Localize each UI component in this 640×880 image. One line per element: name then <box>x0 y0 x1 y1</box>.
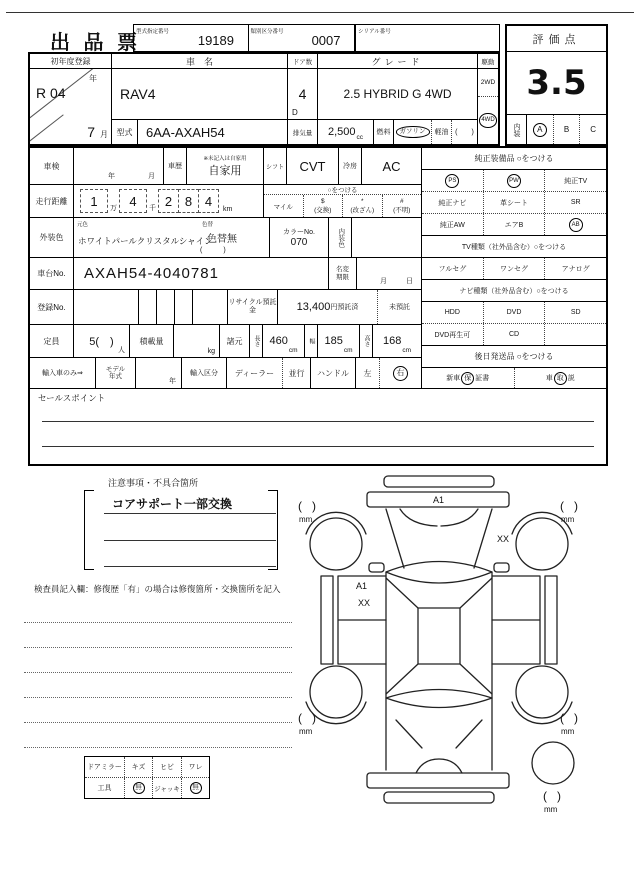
type-designation-value: 19189 <box>197 33 234 48</box>
import-parallel: 並行 <box>283 358 311 388</box>
mark-right-front: XX <box>497 534 510 544</box>
equip-ps: PS <box>422 170 484 191</box>
orig-color-label: 元色 <box>77 222 89 228</box>
mileage-flags <box>264 185 421 217</box>
navi-type-header: ナビ種類（社外品含む）○をつける <box>422 280 606 302</box>
interior-color-value <box>352 218 421 257</box>
length-cell: 460 cm <box>263 325 305 357</box>
registration-blank <box>74 290 139 324</box>
mark-front-bumper: A1 <box>433 495 445 505</box>
interior-grade-b: B <box>554 115 581 144</box>
displacement-unit: cc <box>356 134 364 141</box>
sales-point-line-1 <box>42 421 594 422</box>
first-reg-diagonal-2 <box>30 114 64 144</box>
drive-4wd-circled: 4WD <box>479 113 496 128</box>
doors-label: ドア数 <box>288 54 317 69</box>
capacity-unit: 人 <box>118 347 125 354</box>
inspector-line-4 <box>24 697 292 698</box>
tread-brackets <box>298 499 578 803</box>
handle-label: ハンドル <box>311 358 356 388</box>
interior-color-label-cell <box>329 218 352 257</box>
model-year-label-cell: モデル年式 <box>96 358 136 388</box>
mileage-unit: km <box>223 206 233 213</box>
notes-bracket-left <box>84 490 94 570</box>
handle-left: 左 <box>356 358 380 388</box>
mileage-label: 走行距離 <box>30 185 74 217</box>
mileage-d10k: 1 <box>80 189 108 213</box>
ac-label: 冷房 <box>339 148 362 184</box>
svg-text:): ) <box>574 711 578 725</box>
flag-unknown: # (不明) <box>393 198 411 214</box>
notes-underline-3 <box>104 566 276 567</box>
inspector-line-6 <box>24 747 292 748</box>
equipment-panel <box>421 148 606 388</box>
model-year-cell: 年 <box>136 358 182 388</box>
chassis-value: AXAH54-4040781 <box>74 258 329 289</box>
exterior-label: 外装色 <box>30 218 74 257</box>
score-label: 評価点 <box>507 26 606 52</box>
wheel-rear-left <box>310 666 362 718</box>
drive-4wd-cell <box>478 97 498 144</box>
tread-unit-bl: mm <box>299 727 313 736</box>
legend-tools-none: 無 <box>125 778 153 798</box>
mirror-right <box>494 563 509 572</box>
svg-text:(: ( <box>560 499 564 513</box>
legend-hibi: ヒビ <box>153 757 182 777</box>
mileage-circle-note: ○をつける <box>264 185 421 195</box>
repaint-label: 色替 <box>202 222 214 228</box>
score-box <box>505 24 608 146</box>
length-label-cell: 長さ <box>250 325 263 357</box>
recycle-suffix: 円預託済 <box>330 304 359 311</box>
drive-label: 駆動 <box>478 54 498 69</box>
interior-grade-c: C <box>590 125 597 134</box>
load-cell <box>174 325 220 357</box>
recycle-value-cell <box>278 290 378 324</box>
chassis-label: 車台No. <box>30 258 74 289</box>
hood-line-right <box>474 509 492 568</box>
import-class-label: 輸入区分 <box>182 358 227 388</box>
equip-navi: 純正ナビ <box>422 192 484 213</box>
grade-value: 2.5 HYBRID G 4WD <box>318 69 477 120</box>
ship-header: 後日発送品 ○をつける <box>422 346 606 368</box>
navi-dvd: DVD <box>484 302 546 323</box>
recycle-label-cell <box>228 290 278 324</box>
svg-text:): ) <box>312 711 316 725</box>
registration-cell-4 <box>193 290 228 324</box>
inspector-line-5 <box>24 722 292 723</box>
repaint-paren: ( ) <box>200 247 226 254</box>
displacement-value: 2,500 <box>327 126 356 138</box>
rear-slant-left <box>396 720 422 748</box>
doors-value: 4 <box>298 86 307 102</box>
orig-color-value: ホワイトパールクリスタルシャイン <box>78 236 213 246</box>
svg-text:): ) <box>574 499 578 513</box>
history-cell <box>187 148 264 184</box>
rear-bumper <box>367 773 509 788</box>
name-change-label-cell <box>329 258 357 289</box>
svg-text:): ) <box>557 789 561 803</box>
svg-text:): ) <box>312 499 316 513</box>
svg-text:(: ( <box>560 711 564 725</box>
recycle-label: リサイクル預託金 <box>228 298 277 314</box>
not-deposited: 未預託 <box>389 304 410 311</box>
sales-point-line-2 <box>42 446 594 447</box>
legend-kizu: キズ <box>125 757 153 777</box>
wiper-right <box>441 509 478 526</box>
mileage-u10k: 万 <box>110 205 117 212</box>
interior-grade-label: 内装 <box>507 115 527 144</box>
registration-cell-2 <box>157 290 175 324</box>
wheel-front-left <box>310 518 362 570</box>
shaken-month-suffix: 月 <box>148 173 155 180</box>
equip-ab: AB <box>545 214 606 235</box>
notes-header: 注意事項・不具合箇所 <box>108 478 199 488</box>
drive-2wd: 2WD <box>478 69 498 97</box>
load-unit: kg <box>207 348 215 355</box>
tv-fullseg: フルセグ <box>422 258 484 279</box>
equip-sr: SR <box>570 199 581 206</box>
legend-door-mirror: ドアミラー <box>85 757 125 777</box>
tread-unit-br: mm <box>561 727 575 736</box>
inspector-line-1 <box>24 622 292 623</box>
registration-cell-1 <box>139 290 157 324</box>
pillar-c-left <box>386 664 418 694</box>
tread-unit-tr: mm <box>561 515 575 524</box>
ship-manual: 車 取 説 <box>515 368 607 388</box>
length-value: 460 <box>269 335 288 347</box>
height-label-cell: 高さ <box>360 325 373 357</box>
tv-type-header: TV種類（社外品含む）○をつける <box>422 236 606 258</box>
spare-tire <box>532 742 574 784</box>
classification-value: 0007 <box>311 33 341 48</box>
right-rocker <box>545 576 557 664</box>
first-reg-cell <box>30 54 112 144</box>
mileage-d10: 8 <box>178 189 199 213</box>
drive-col <box>478 54 498 144</box>
car-name-label: 車 名 <box>112 54 287 69</box>
history-label: 車歴 <box>164 148 187 184</box>
car-damage-diagram <box>296 468 640 820</box>
equipment-header: 純正装備品 ○をつける <box>422 148 606 170</box>
mileage-d1: 4 <box>198 189 219 213</box>
grade-col <box>318 54 478 144</box>
width-value: 185 <box>324 335 343 347</box>
inspector-line-3 <box>24 672 292 673</box>
doors-cell <box>288 69 317 120</box>
type-designation-label: 型式指定番号 <box>136 29 170 35</box>
notes-bracket-right <box>268 490 278 570</box>
trunk-arc <box>416 759 462 773</box>
ship-warranty: 新車 保 証書 <box>422 368 515 388</box>
score-value: 3.5 <box>507 52 606 115</box>
vehicle-table <box>28 52 500 146</box>
wheel-front-right <box>516 518 568 570</box>
shaken-label: 車検 <box>30 148 74 184</box>
mileage-u1k: 千 <box>149 205 156 212</box>
history-value: 自家用 <box>208 165 242 177</box>
repaint-value: 色替無 <box>207 234 237 245</box>
import-dealer: ディーラー <box>227 358 283 388</box>
width-cell: 185 cm <box>318 325 360 357</box>
width-label-cell: 幅 <box>305 325 318 357</box>
legend-jack-none: 無 <box>182 778 209 798</box>
displacement-cell <box>318 120 374 144</box>
handle-right-circled: 右 <box>393 366 408 381</box>
flag-tampered: * (改ざん) <box>343 195 383 217</box>
equip-pw: PW <box>484 170 546 191</box>
roof <box>418 608 460 664</box>
color-no-value: 070 <box>290 237 308 248</box>
tread-unit-spare: mm <box>544 805 558 814</box>
grade-label: グレード <box>318 54 477 69</box>
name-change-date: 月 日 <box>380 278 413 285</box>
capacity-cell <box>74 325 130 357</box>
classification-label: 類別区分番号 <box>250 29 284 35</box>
windshield <box>386 562 492 584</box>
notes-underline-2 <box>104 540 276 541</box>
notes-underline-1 <box>104 513 276 514</box>
flag-exchange: $ (交換) <box>304 195 344 217</box>
inspector-line-2 <box>24 647 292 648</box>
navi-sd: SD <box>570 309 581 316</box>
legend-tools-label: 工具 <box>85 778 125 798</box>
detail-left <box>30 148 421 388</box>
mileage-d100: 2 <box>158 189 179 213</box>
import-label: 輸入車のみ⇒ <box>30 358 96 388</box>
classification-box <box>248 24 356 52</box>
doors-d: D <box>292 108 298 117</box>
height-value: 168 <box>382 335 402 347</box>
equip-aw: 純正AW <box>422 214 484 235</box>
fuel-paren: ( ) <box>455 129 474 136</box>
detail-table <box>28 146 608 466</box>
type-designation-box <box>133 24 249 52</box>
legend-jack-label: ジャッキ <box>153 778 182 798</box>
first-reg-month: 7 <box>87 124 95 140</box>
fuel-gasoline-cell <box>394 120 432 144</box>
first-reg-label: 初年度登録 <box>30 54 111 69</box>
color-no-label: カラーNo. <box>283 229 315 236</box>
handle-right-cell <box>380 358 421 388</box>
fender-front-left <box>306 512 366 534</box>
manual-circled: 取 <box>554 372 567 385</box>
fuel-diesel: 軽油 <box>432 120 452 144</box>
shaken-date-cell <box>74 148 164 184</box>
color-no-cell <box>270 218 329 257</box>
rear-slant-right <box>456 720 482 748</box>
pillar-a-right <box>460 578 492 608</box>
pillar-a-left <box>386 578 418 608</box>
recycle-value: 13,400 <box>296 301 331 313</box>
front-grille <box>384 476 494 487</box>
height-cell: 168 cm <box>382 335 412 354</box>
first-reg-year: R 04 <box>36 85 66 101</box>
left-rocker <box>321 576 333 664</box>
mark-left-door-1: A1 <box>356 581 368 591</box>
displacement-label: 排気量 <box>292 129 313 137</box>
tv-oneseg: ワンセグ <box>484 258 546 279</box>
model-code-value: 6AA-AXAH54 <box>146 124 225 140</box>
top-rule <box>6 12 634 13</box>
month-suffix: 月 <box>100 130 108 139</box>
load-label: 積載量 <box>130 325 174 357</box>
sales-point-label: セールスポイント <box>38 393 106 403</box>
ac-value: AC <box>382 158 401 174</box>
right-door-panels <box>492 576 540 664</box>
equip-leather: 革シート <box>484 192 546 213</box>
flag-mile: マイル <box>264 195 304 217</box>
serial-label: シリアル番号 <box>358 29 391 35</box>
legend-ware: ワレ <box>188 764 203 771</box>
mileage-d1k: 4 <box>119 189 147 213</box>
interior-grade-a <box>527 115 554 144</box>
year-suffix: 年 <box>89 74 97 83</box>
exterior-color-cell <box>74 218 270 257</box>
navi-cd: CD <box>484 324 546 345</box>
wiper-left <box>400 509 437 526</box>
equip-airb: エアB <box>484 214 546 235</box>
legend-table <box>84 756 210 799</box>
fuel-gasoline-circled: ガソリン <box>396 126 430 137</box>
rear-lower <box>384 792 494 803</box>
mark-left-door-2: XX <box>358 598 371 608</box>
tv-analog: アナログ <box>561 265 590 273</box>
interior-color-label: 内装色 <box>337 227 345 248</box>
fuel-label: 燃料 <box>374 120 394 144</box>
capacity-value: 5( ) <box>89 336 114 348</box>
svg-text:(: ( <box>543 789 547 803</box>
hood-line-left <box>386 509 404 568</box>
sales-point <box>30 388 606 464</box>
history-note: ※未記入は自家用 <box>203 156 247 162</box>
navi-hdd: HDD <box>422 302 484 323</box>
serial-box <box>354 24 500 52</box>
registration-label: 登録No. <box>30 290 74 324</box>
model-code-label: 型式 <box>112 120 138 144</box>
navi-dvd-play: DVD再生可 <box>422 324 484 345</box>
mileage-digits <box>74 185 264 217</box>
shift-label: シフト <box>264 148 287 184</box>
svg-text:(: ( <box>298 711 302 725</box>
registration-cell-3 <box>175 290 193 324</box>
warranty-circled: 保 <box>461 372 474 385</box>
inspector-note: 検査員記入欄：修復歴「有」の場合は修復箇所・交換箇所を記入 <box>34 584 281 594</box>
notes-line1-text: コアサポート一部交換 <box>112 497 233 511</box>
svg-text:(: ( <box>298 499 302 513</box>
rear-window <box>386 690 492 708</box>
equip-tv: 純正TV <box>564 177 588 185</box>
mirror-left <box>369 563 384 572</box>
car-name-value: RAV4 <box>112 69 287 120</box>
pillar-c-right <box>460 664 492 694</box>
name-change-label: 名変期限 <box>336 266 349 281</box>
interior-a-circle: A <box>533 123 547 137</box>
doors-col <box>288 54 318 144</box>
car-name-col <box>112 54 288 144</box>
shaken-year-suffix: 年 <box>108 173 115 180</box>
navi-blank <box>545 324 606 345</box>
capacity-label: 定員 <box>30 325 74 357</box>
tread-unit-tl: mm <box>299 515 313 524</box>
sheet-title: 出 品 票 <box>50 32 142 54</box>
dims-label: 諸元 <box>220 325 250 357</box>
shift-value: CVT <box>287 148 339 184</box>
